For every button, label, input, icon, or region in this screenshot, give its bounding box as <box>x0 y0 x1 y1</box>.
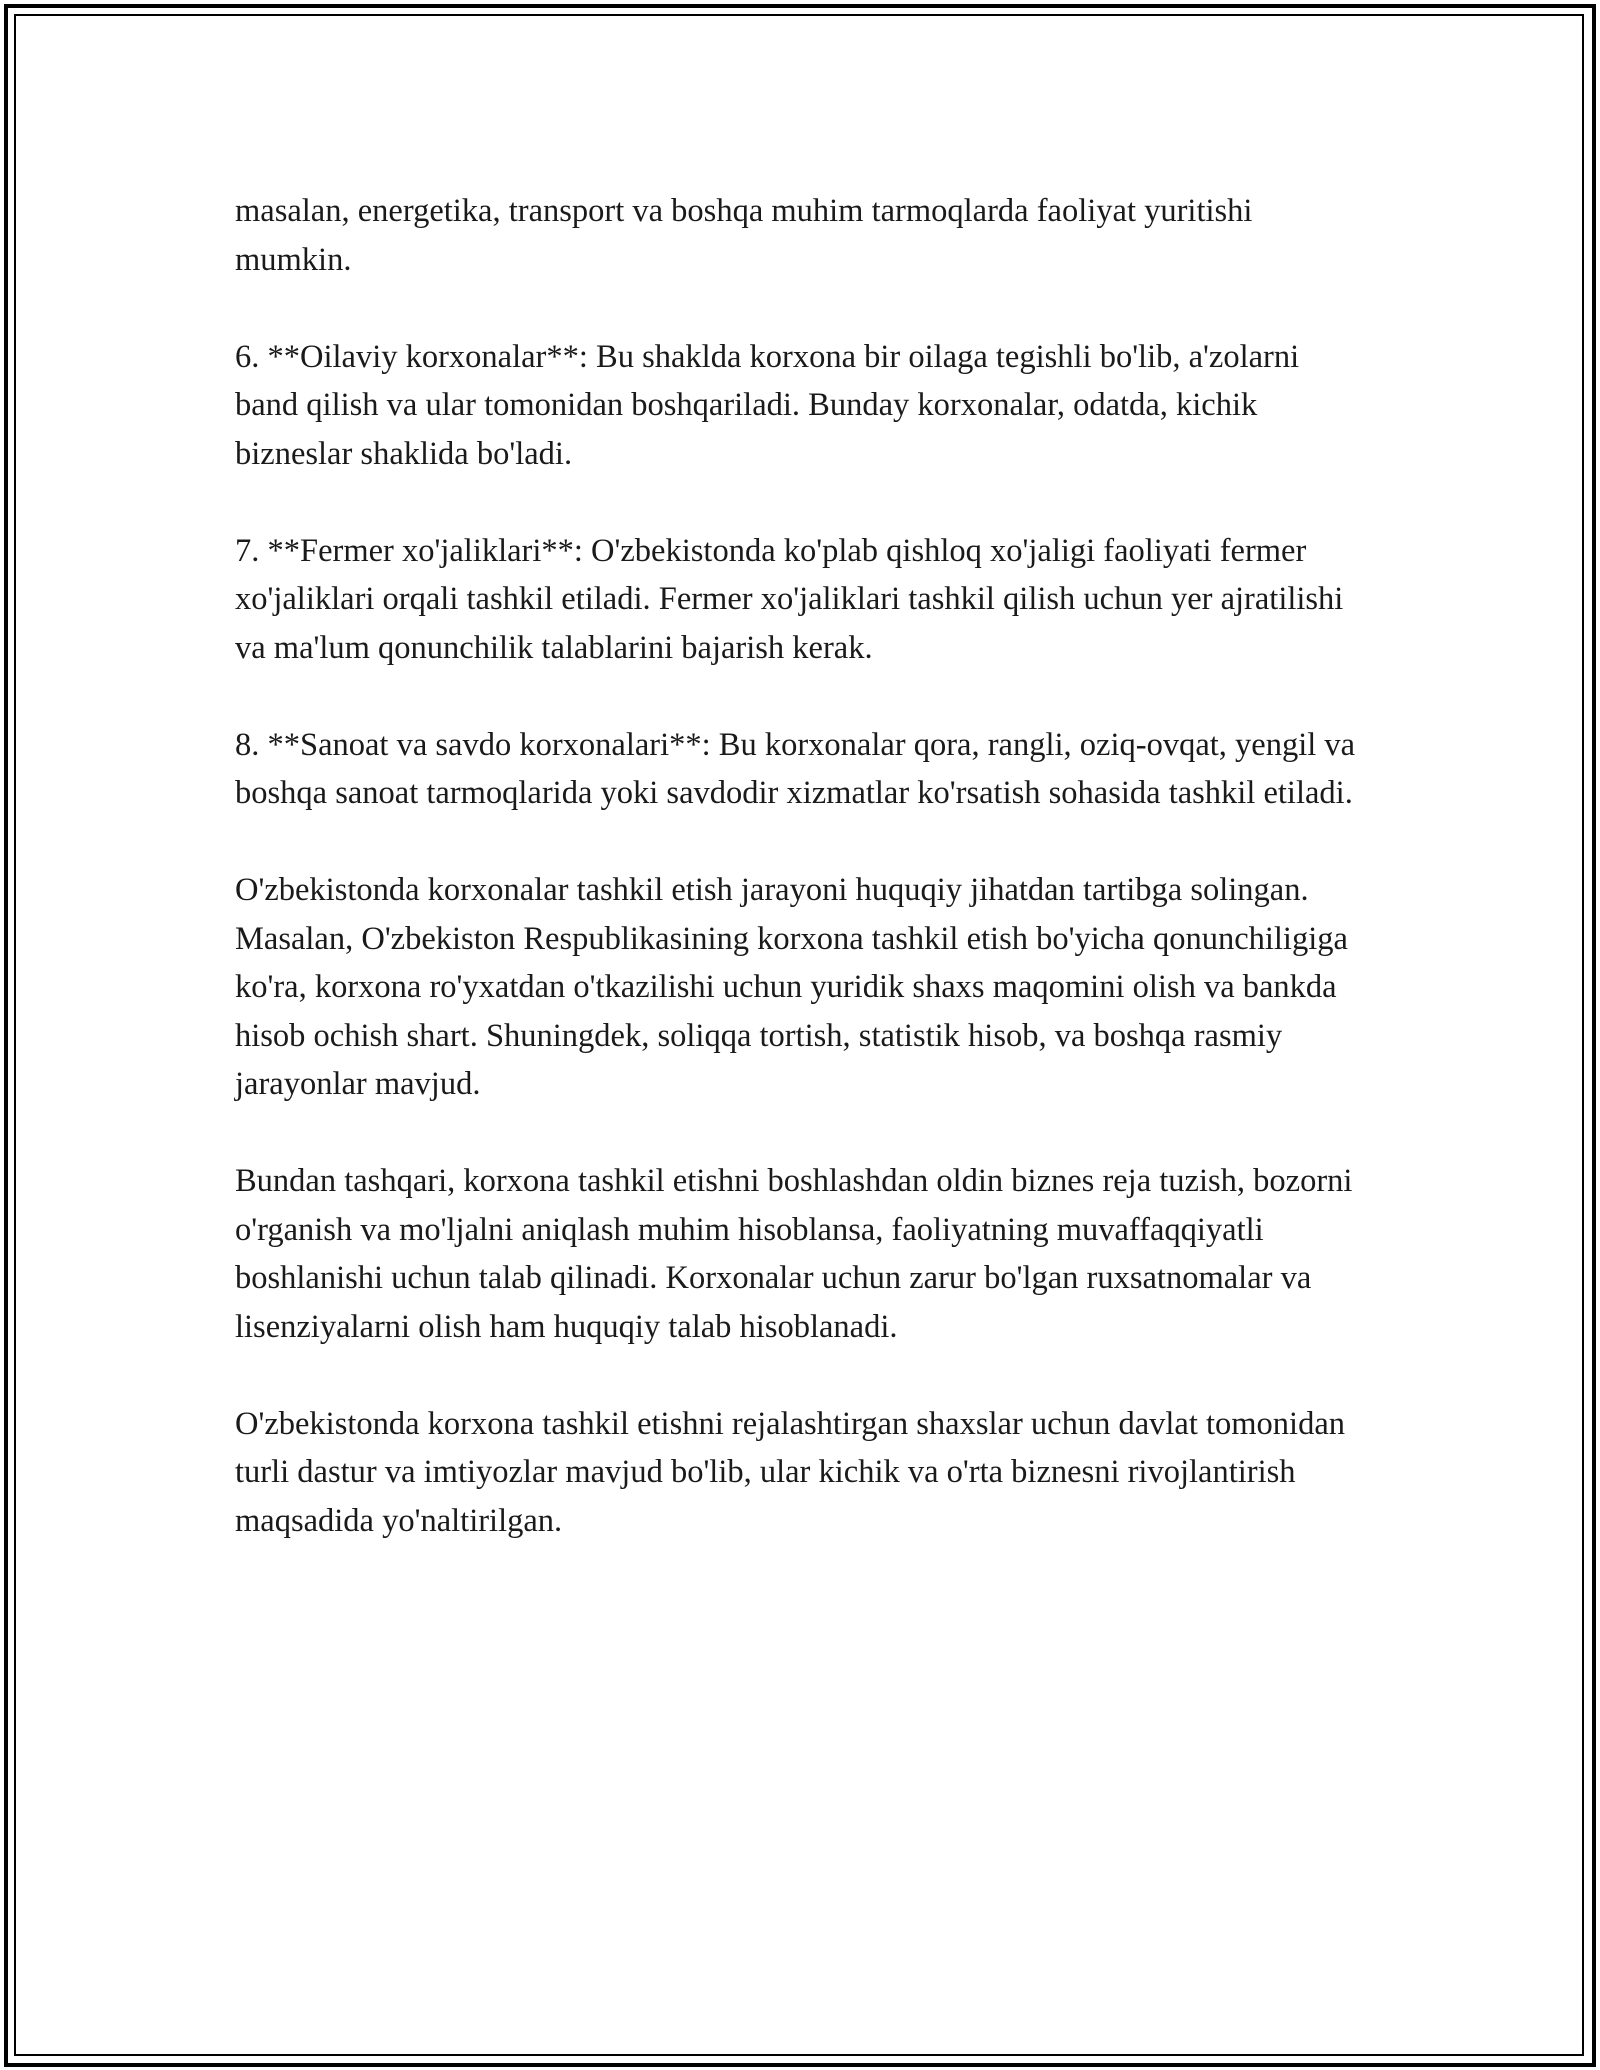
paragraph-sanoat-savdo: 8. **Sanoat va savdo korxonalari**: Bu korxonalar qora, rangli, oziq-ovqat, yengil va boshqa sanoat tarmoqlarida yoki savdodir xizmatlar ko'rsatish sohasida tashkil etiladi. <box>235 726 1356 811</box>
paragraph-fermer-xojaliklari: 7. **Fermer xo'jaliklari**: O'zbekistonda ko'plab qishloq xo'jaligi faoliyati fermer xo'jaliklari orqali tashkil etiladi. Fermer xo'jaliklari tashkil qilish uchun yer ajratilishi va ma'lum qonunchilik talablarini bajarish kerak. <box>235 532 1344 666</box>
document-body <box>235 187 1370 1594</box>
paragraph-davlat-imtiyozlar: O'zbekistonda korxona tashkil etishni rejalashtirgan shaxslar uchun davlat tomonidan turli dastur va imtiyozlar mavjud bo'lib, ular kichik va o'rta biznesni rivojlantirish maqsadida yo'naltirilgan. <box>235 1405 1345 1539</box>
paragraph-oilaviy-korxonalar: 6. **Oilaviy korxonalar**: Bu shaklda korxona bir oilaga tegishli bo'lib, a'zolarni band qilish va ular tomonidan boshqariladi. Bunday korxonalar, odatda, kichik bizneslar shaklida bo'ladi. <box>235 338 1300 472</box>
paragraph-biznes-reja: Bundan tashqari, korxona tashkil etishni boshlashdan oldin biznes reja tuzish, bozorni o'rganish va mo'ljalni aniqlash muhim hisoblansa, faoliyatning muvaffaqqiyatli boshlanishi uchun talab qilinadi. Korxonalar uchun zarur bo'lgan ruxsatnomalar va lisenziyalarni olish ham huquqiy talab hisoblanadi. <box>235 1163 1353 1345</box>
paragraph-continuation: masalan, energetika, transport va boshqa muhim tarmoqlarda faoliyat yuritishi mumkin. <box>235 193 1253 278</box>
paragraph-huquqiy-tartib: O'zbekistonda korxonalar tashkil etish jarayoni huquqiy jihatdan tartibga solingan. Masalan, O'zbekiston Respublikasining korxona tashkil etish bo'yicha qonunchiligiga ko'ra, korxona ro'yxatdan o'tkazilishi uchun yuridik shaxs maqomini olish va bankda hisob ochish shart. Shuningdek, soliqqa tortish, statistik hisob, va boshqa rasmiy jarayonlar mavjud. <box>235 872 1348 1102</box>
